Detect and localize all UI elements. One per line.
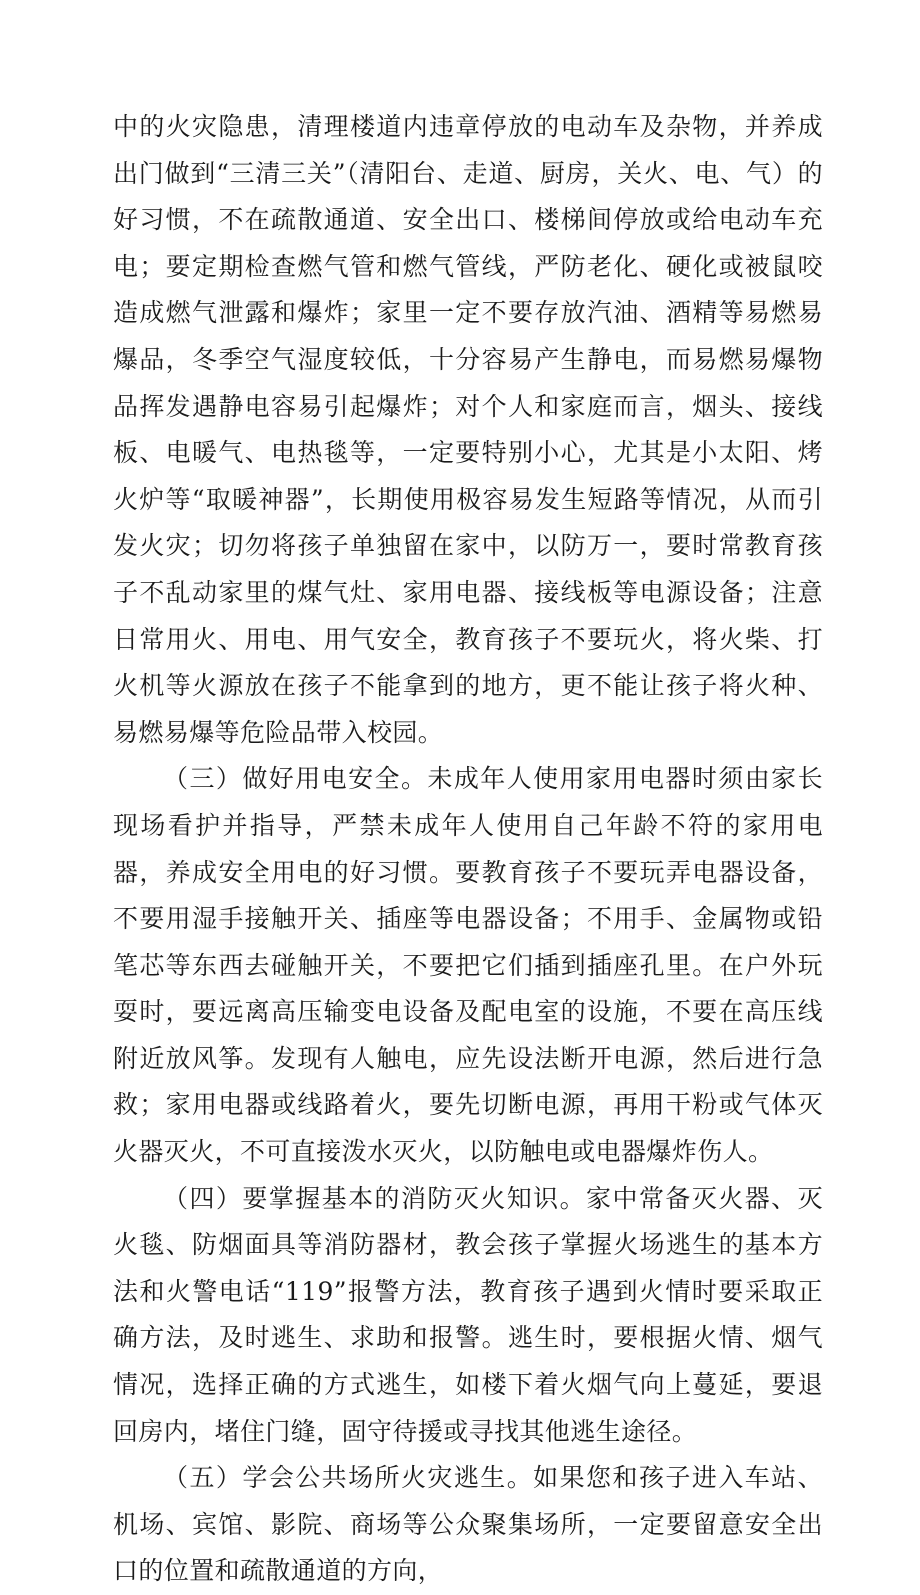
paragraph-continuation: 中的火灾隐患，清理楼道内违章停放的电动车及杂物，并养成出门做到“三清三关”（清阳台、走道、厨房，关火、电、气）的好习惯，不在疏散通道、安全出口、楼梯间停放或给电动车充电；要定期检查燃气管和燃气管线，严防老化、硬化或被鼠咬造成燃气泄露和爆炸；家里一定不要存放汽油、酒精等易燃易爆品，冬季空气湿度较低，十分容易产生静电，而易燃易爆物品挥发遇静电容易引起爆炸；对个人和家庭而言，烟头、接线板、电暖气、电热毯等，一定要特别小心，尤其是小太阳、烤火炉等“取暖神器”，长期使用极容易发生短路等情况，从而引发火灾；切勿将孩子单独留在家中，以防万一，要时常教育孩子不乱动家里的煤气灶、家用电器、接线板等电源设备；注意日常用火、用电、用气安全，教育孩子不要玩火，将火柴、打火机等火源放在孩子不能拿到的地方，更不能让孩子将火种、易燃易爆等危险品带入校园。 — [113, 112, 823, 747]
paragraph-fire-knowledge: （四）要掌握基本的消防灭火知识。家中常备灭火器、灭火毯、防烟面具等消防器材，教会孩子掌握火场逃生的基本方法和火警电话“119”报警方法，教育孩子遇到火情时要采取正确方法，及时逃生、求助和报警。逃生时，要根据火情、烟气情况，选择正确的方式逃生，如楼下着火烟气向上蔓延，要退回房内，堵住门缝，固守待援或寻找其他逃生途径。 — [113, 1183, 823, 1446]
paragraph-public-escape: （五）学会公共场所火灾逃生。如果您和孩子进入车站、机场、宾馆、影院、商场等公众聚集场所，一定要留意安全出口的位置和疏散通道的方向， — [113, 1463, 823, 1586]
paragraph-electrical-safety: （三）做好用电安全。未成年人使用家用电器时须由家长现场看护并指导，严禁未成年人使用自己年龄不符的家用电器，养成安全用电的好习惯。要教育孩子不要玩弄电器设备，不要用湿手接触开关、插座等电器设备；不用手、金属物或铅笔芯等东西去碰触开关，不要把它们插到插座孔里。在户外玩耍时，要远离高压输变电设备及配电室的设施，不要在高压线附近放风筝。发现有人触电，应先设法断开电源，然后进行急救；家用电器或线路着火，要先切断电源，再用干粉或气体灭火器灭火，不可直接泼水灭火，以防触电或电器爆炸伤人。 — [113, 764, 823, 1167]
document-body — [113, 104, 823, 1595]
